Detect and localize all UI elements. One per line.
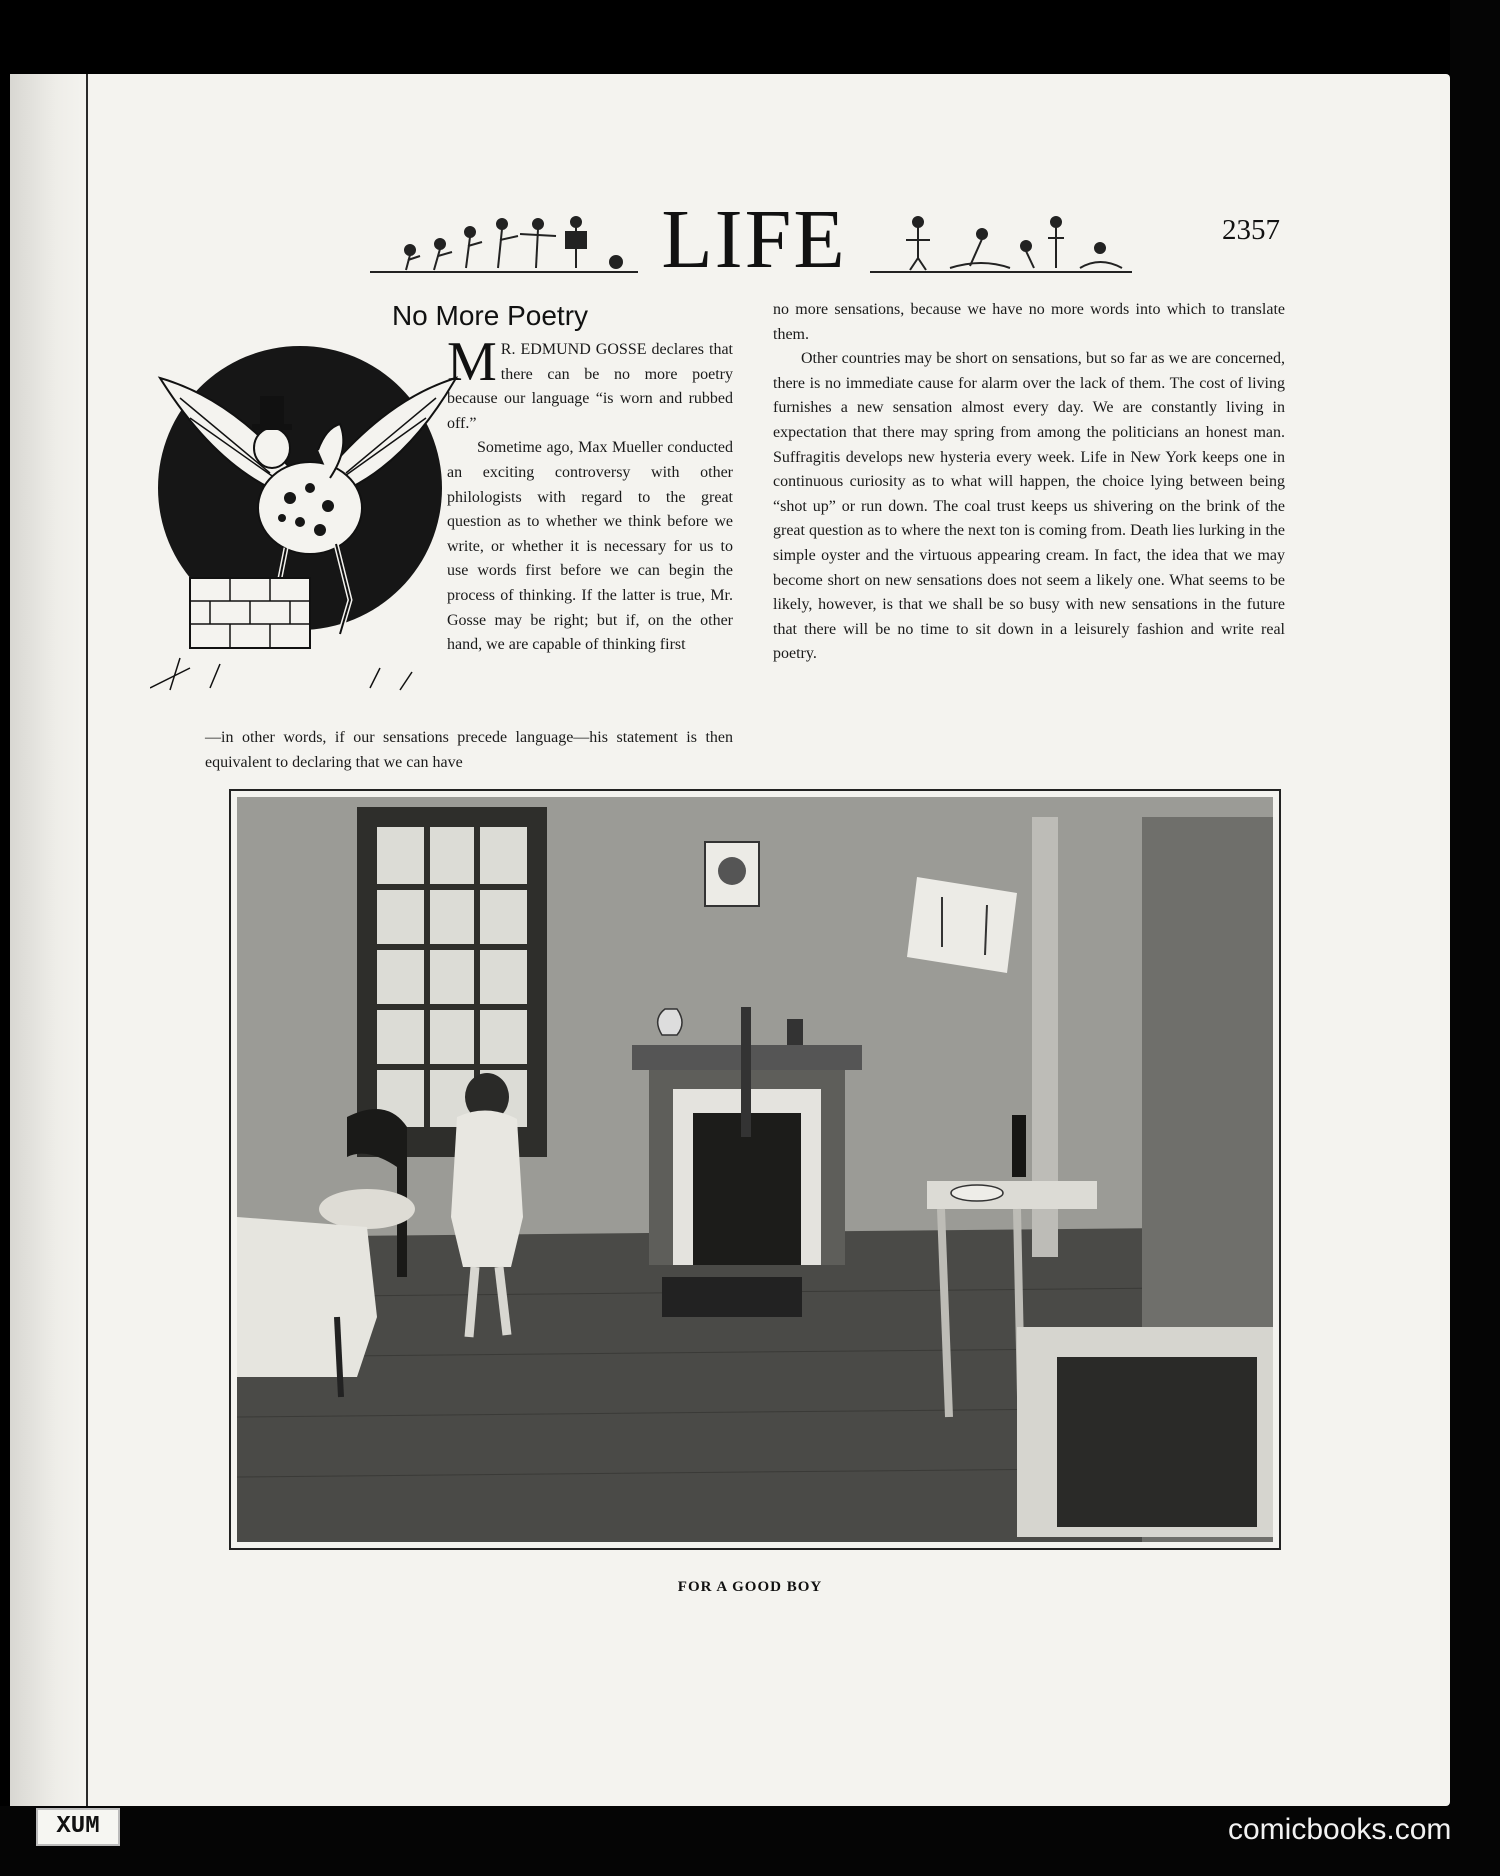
lead-text: R. EDMUND GOSSE declares that there can be no more poetry because our language “is worn and rubbed off.” bbox=[447, 341, 733, 432]
paragraph-3: Other countries may be short on sensations, but so far as we are concerned, there is no immediate cause for alarm over the lack of them. The cost of living furnishes a new sensation almost every day. We are constantly living in expectation that there may spring from among the politicians an honest man. Suffragitis develops new hysteria every week. Life in New York keeps one in continuous curiosity as to what will happen, the choice lying between being “shot up” or run down. The coal trust keeps us shivering on the brink of the great question as to where the next ton is coming from. Death lies lurking in the simple oyster and the virtuous appearing cream. In fact, the idea that we may become short on new sensations does not seem a likely one. What seems to be likely, however, is that we shall be so busy with new sensations in the future that there will be no time to sit down in a leisurely fashion and write real poetry. bbox=[773, 350, 1285, 663]
illustration-caption: FOR A GOOD BOY bbox=[677, 1579, 823, 1595]
column-2-continuation: no more sensations, because we have no more words into which to translate them. bbox=[773, 301, 1285, 343]
drop-cap: M bbox=[447, 331, 497, 393]
page-gutter bbox=[10, 74, 88, 1806]
masthead-logo: LIFE bbox=[661, 193, 847, 286]
masthead-frieze-right bbox=[870, 210, 1132, 276]
illustration-plate bbox=[229, 789, 1281, 1550]
scan-border-right bbox=[1450, 0, 1500, 1876]
article-column-1 bbox=[447, 331, 733, 728]
page-number: 2357 bbox=[1222, 214, 1280, 246]
paragraph-2-tail: —in other words, if our sensations precede language—his statement is then equivalent to declaring that we can have bbox=[205, 729, 733, 771]
pegasus-vignette bbox=[150, 338, 468, 698]
lead-paragraph bbox=[447, 331, 733, 436]
site-watermark: comicbooks.com bbox=[1228, 1813, 1452, 1846]
masthead bbox=[370, 193, 1130, 286]
article-column-2 bbox=[773, 298, 1285, 770]
bedroom-illustration bbox=[237, 797, 1273, 1542]
paragraph-2: Sometime ago, Max Mueller conducted an exciting controversy with other philologists with regard to the great question as to whether we think before we write, or whether it is necessary for us to use words first before we can begin the process of thinking. If the latter is true, Mr. Gosse may be right; but if, on the other hand, we are capable of thinking first bbox=[447, 439, 733, 654]
reel-label: XUM bbox=[36, 1808, 120, 1846]
masthead-frieze-left bbox=[370, 210, 638, 276]
article-headline: No More Poetry bbox=[391, 300, 589, 331]
